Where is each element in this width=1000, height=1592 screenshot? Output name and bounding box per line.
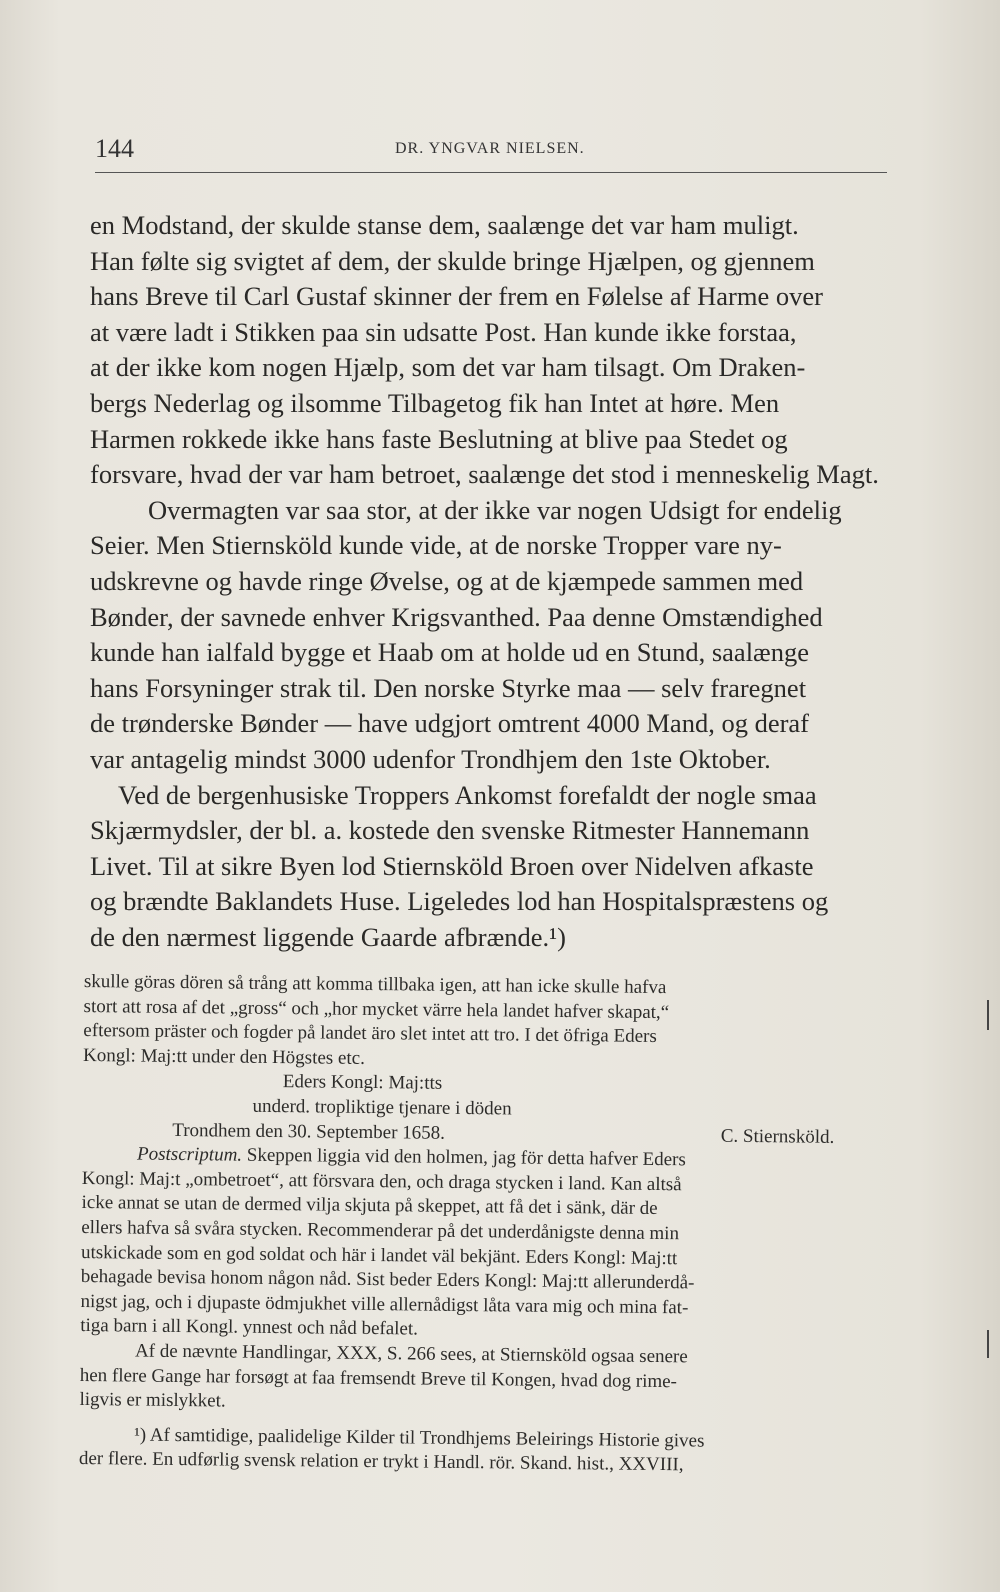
body-line: kunde han ialfald bygge et Haab om at holde ud en Stund, saalænge <box>90 637 809 668</box>
margin-mark <box>987 1330 989 1358</box>
quote-line: stort att rosa af det „gross“ och „hor mycket värre hela landet hafver skapat,“ <box>83 995 670 1023</box>
body-line: Bønder, der savnede enhver Krigsvanthed. Paa denne Omstændighed <box>90 601 823 632</box>
footnote-block <box>79 970 896 1480</box>
body-line: forsvare, hvad der var ham betroet, saalænge det stod i menneskelig Magt. <box>90 459 879 490</box>
postscript-text: Skeppen liggia vid den holmen, jag för detta hafver Eders <box>246 1144 686 1171</box>
postscript-line: tiga barn i all Kongl. ynnest och nåd befalet. <box>80 1315 419 1340</box>
place-date: Trondhem den 30. September 1658. <box>172 1119 446 1144</box>
body-line: hans Forsyninger strak til. Den norske Styrke maa — selv fraregnet <box>90 672 807 703</box>
postscript-line: nigst jag, och i djupaste ödmjukhet ville allernådigst låta vara mig och mina fat- <box>80 1290 689 1319</box>
body-line: Harmen rokkede ikke hans faste Beslutning at blive paa Stedet og <box>90 423 788 454</box>
page-header <box>95 134 885 164</box>
footnote-line: ¹) Af samtidige, paalidelige Kilder til Trondhjems Beleirings Historie gives <box>134 1424 705 1452</box>
body-line: Seier. Men Stiernsköld kunde vide, at de norske Tropper vare ny- <box>90 530 782 561</box>
body-line: og brændte Baklandets Huse. Ligeledes lod han Hospitalspræstens og <box>90 886 829 917</box>
body-line: de den nærmest liggende Gaarde afbrænde.¹) <box>90 921 566 952</box>
signature: C. Stiernsköld. <box>720 1125 835 1148</box>
note-line: Af de nævnte Handlingar, XXX, S. 266 sees, at Stiernsköld ogsaa senere <box>134 1340 688 1368</box>
closing-servant: underd. tropliktige tjenare i döden <box>252 1095 512 1120</box>
running-head: DR. YNGVAR NIELSEN. <box>395 140 585 157</box>
body-line: Skjærmydsler, der bl. a. kostede den svenske Ritmester Hannemann <box>90 815 810 846</box>
page-number: 144 <box>95 134 134 163</box>
postscript-line: icke annat se utan de dermed vilja skjuta på skeppet, att få det i sänk, där de <box>81 1192 658 1220</box>
postscript-line: ellers hafva så svåra stycken. Recommenderar på det underdånigste denna min <box>81 1216 680 1245</box>
footnote-line: der flere. En udførlig svensk relation er trykt i Handl. rör. Skand. hist., XXVIII, <box>78 1448 684 1476</box>
body-line: Ved de bergenhusiske Troppers Ankomst forefaldt der nogle smaa <box>118 779 817 810</box>
margin-mark <box>987 1000 989 1030</box>
postscript-line: behagade bevisa honom någon nåd. Sist beder Eders Kongl: Maj:tt allerunderdå- <box>80 1266 695 1294</box>
postscript-line: Kongl: Maj:t „ombetroet“, att försvara den, och draga stycken i land. Kan altså <box>81 1167 682 1196</box>
postscript-line: utskickade som en god soldat och här i landet väl bekjänt. Eders Kongl: Maj:tt <box>80 1241 678 1269</box>
body-line: bergs Nederlag og ilsomme Tilbagetog fik han Intet at høre. Men <box>90 387 780 418</box>
postscript-label: Postscriptum. <box>136 1143 243 1166</box>
body-line: hans Breve til Carl Gustaf skinner der frem en Følelse af Harme over <box>90 281 823 312</box>
body-line: var antagelig mindst 3000 udenfor Trondhjem den 1ste Oktober. <box>90 743 771 774</box>
body-line: en Modstand, der skulde stanse dem, saalænge det var ham muligt. <box>90 210 799 240</box>
quote-line: skulle göras dören så trång att komma tillbaka igen, att han icke skulle hafva <box>83 970 667 999</box>
body-line: udskrevne og havde ringe Øvelse, og at de kjæmpede sammen med <box>90 565 804 596</box>
quote-line: eftersom präster och fogder på landet äro slet intet att tro. I det öfriga Eders <box>83 1020 657 1048</box>
body-text <box>90 208 892 955</box>
note-line: hen flere Gange har forsøgt at faa fremsendt Breve til Kongen, hvad dog rime- <box>79 1364 678 1392</box>
body-line: at der ikke kom nogen Hjælp, som det var ham tilsagt. Om Draken- <box>90 352 806 383</box>
closing-salutation: Eders Kongl: Maj:tts <box>282 1071 443 1095</box>
body-line: at være ladt i Stikken paa sin udsatte Post. Han kunde ikke forstaa, <box>90 316 797 347</box>
body-line: Han følte sig svigtet af dem, der skulde bringe Hjælpen, og gjennem <box>90 245 815 276</box>
body-line: Livet. Til at sikre Byen lod Stiernsköld Broen over Nidelven afkaste <box>90 850 814 881</box>
quote-line: Kongl: Maj:tt under den Högstes etc. <box>82 1044 365 1069</box>
note-line: ligvis er mislykket. <box>79 1389 226 1412</box>
body-line: de trønderske Bønder — have udgjort omtrent 4000 Mand, og deraf <box>90 708 809 739</box>
body-line: Overmagten var saa stor, at der ikke var nogen Udsigt for endelig <box>148 494 842 525</box>
header-rule <box>95 172 887 173</box>
